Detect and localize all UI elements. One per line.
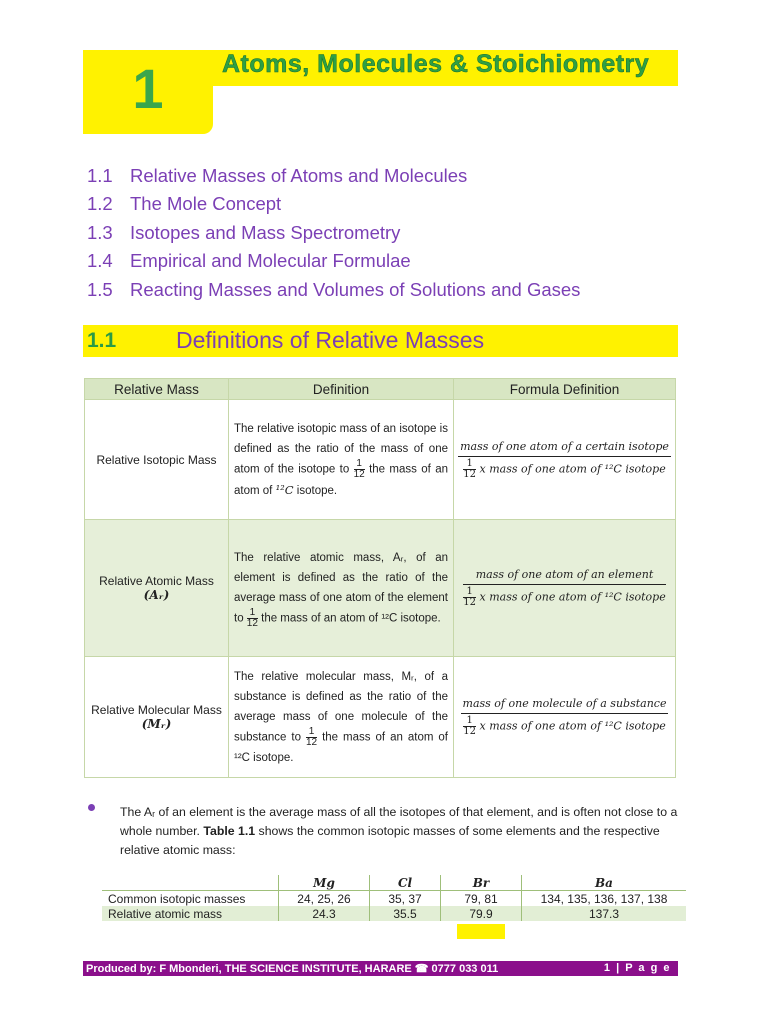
definition-text: The relative isotopic mass of an isotope is defined as the ratio of the mass of one atom of the isotope to [234,422,448,476]
table-row [85,657,676,778]
paragraph-text: The Aᵣ of an element is the average mass of all the isotopes of that element, and is often not close to a whole number. [120,805,678,838]
table-cell: 35, 37 [370,891,441,907]
row-label: Common isotopic masses [108,891,246,906]
relative-mass-name [85,520,229,657]
one-twelfth-fraction: $\frac{1}{12}$ [246,606,258,629]
toc-number: 1.2 [87,193,113,214]
row-symbol: (Mᵣ) [141,717,172,731]
formula-denominator: $\frac{1}{12}$ x mass of one atom of ¹²C isotope [463,715,666,737]
column-header: Formula Definition [454,379,676,400]
row-name: Relative Atomic Mass [99,574,214,588]
definition-text: atom of ¹²C isotope. [234,731,448,764]
bullet-paragraph [120,803,680,860]
element-header: Br [441,875,522,891]
one-twelfth-fraction: $\frac{1}{12}$ [353,457,365,480]
one-twelfth-fraction: $\frac{1}{12}$ [463,586,476,608]
definition-text: The relative molecular mass, Mᵣ, of a substance is defined as the ratio of the average mass of one molecule of the substance to [234,670,448,744]
page-footer [83,961,678,976]
element-header: Mg [279,875,370,891]
row-name: Relative Molecular Mass [91,703,222,717]
toc-number: 1.1 [87,165,113,186]
chapter-title: Atoms, Molecules & Stoichiometry [222,50,650,78]
table-row [85,400,676,520]
table-row [85,520,676,657]
toc-number: 1.5 [87,279,113,300]
chapter-number: 1 [132,57,164,120]
table-reference: Table 1.1 [203,824,256,838]
element-header: Cl [370,875,441,891]
table-cell: 24, 25, 26 [279,891,370,907]
definition-text: of ¹²C isotope. [368,612,441,625]
toc-label: The Mole Concept [130,193,282,214]
footer-credit: Produced by: F Mbonderi, THE SCIENCE INSTITUTE, HARARE ☎ 0777 033 011 [86,963,499,975]
formula-fraction [463,568,665,608]
toc-item [87,250,411,272]
bullet-point-icon [88,804,95,811]
formula-cell [454,400,676,520]
toc-label: Isotopes and Mass Spectrometry [130,222,401,243]
column-header: Definition [229,379,454,400]
page-number: 1 | P a g e [603,962,671,974]
formula-fraction [461,697,669,737]
definition-cell [229,400,454,520]
formula-numerator: mass of one molecule of a substance [461,697,669,714]
toc-label: Empirical and Molecular Formulae [130,250,411,271]
one-twelfth-fraction: $\frac{1}{12}$ [463,457,476,480]
toc-number: 1.4 [87,250,113,271]
table-cell: 35.5 [370,906,441,921]
formula-numerator: mass of one atom of a certain isotope [458,440,671,457]
toc-item [87,222,400,244]
row-label: Relative atomic mass [102,906,279,921]
isotopic-mass-table [102,875,686,921]
relative-mass-name [85,400,229,520]
table-row [102,891,686,907]
section-number: 1.1 [87,329,117,352]
definition-cell [229,657,454,778]
definition-text: the mass of an [322,731,403,744]
definitions-table [84,378,676,778]
row-name: Relative Isotopic Mass [96,452,217,467]
table-row [102,906,686,921]
definition-text: the mass of an atom [261,612,366,625]
toc-label: Relative Masses of Atoms and Molecules [130,165,468,186]
table-header-row [85,379,676,400]
paragraph-text: shows the common isotopic masses of some elements and the respective relative atomic mass: [120,824,660,857]
carbon-12-symbol: ¹²C [275,482,294,497]
toc-number: 1.3 [87,222,113,243]
formula-denominator: $\frac{1}{12}$ x mass of one atom of ¹²C isotope [463,457,666,480]
formula-cell [454,520,676,657]
one-twelfth-fraction: $\frac{1}{12}$ [305,725,318,748]
toc-label: Reacting Masses and Volumes of Solutions and Gases [130,279,581,300]
definition-text: The relative atomic mass, Aᵣ, of an element is defined as the ratio of the average mass of one atom of the element to [234,551,448,625]
table-header-row [102,875,686,891]
toc-item [87,165,467,187]
definition-cell [229,520,454,657]
relative-mass-name [85,657,229,778]
highlight-mark [457,924,505,939]
toc-item [87,279,580,301]
formula-cell [454,657,676,778]
one-twelfth-fraction: $\frac{1}{12}$ [463,715,476,737]
table-cell: 134, 135, 136, 137, 138 [522,891,687,907]
formula-numerator: mass of one atom of an element [463,568,665,585]
formula-denominator: $\frac{1}{12}$ x mass of one atom of ¹²C isotope [463,586,666,608]
toc-item [87,193,281,215]
table-cell: 137.3 [522,906,687,921]
empty-header-cell [102,875,279,891]
section-title: Definitions of Relative Masses [176,327,485,353]
element-header: Ba [522,875,687,891]
column-header: Relative Mass [85,379,229,400]
table-cell: 79, 81 [441,891,522,907]
formula-fraction [458,440,671,480]
definition-text: isotope. [296,484,338,497]
row-symbol: (Aᵣ) [143,588,170,602]
definition-text: the mass of an atom of [234,463,448,497]
table-cell: 79.9 [441,906,522,921]
table-cell: 24.3 [279,906,370,921]
